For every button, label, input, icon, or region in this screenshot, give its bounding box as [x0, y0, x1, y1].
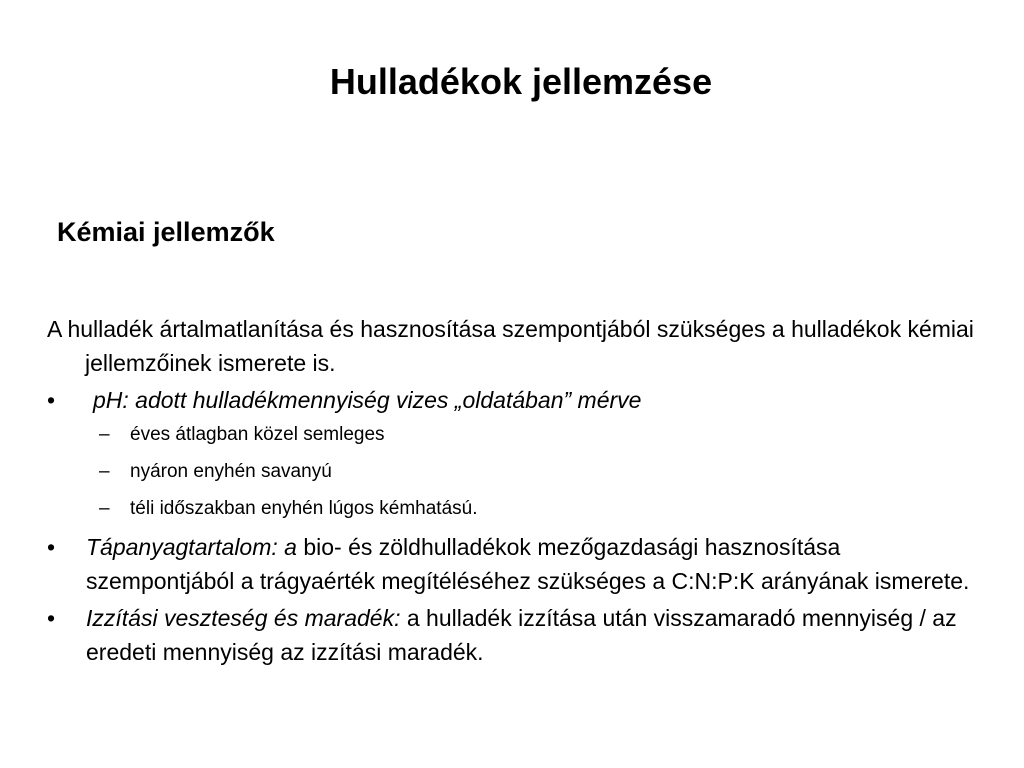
intro-paragraph: A hulladék ártalmatlanítása és hasznosítása szempontjából szükséges a hulladékok kémiai jellemzőinek ismerete is. [47, 316, 974, 376]
bullet-marker: • [47, 534, 56, 560]
bullet-nutrient-lead: Tápanyagtartalom: a [86, 534, 297, 560]
sub-marker: – [99, 461, 110, 482]
slide-title: Hulladékok jellemzése [329, 61, 713, 102]
sub-item [47, 416, 987, 453]
slide-body [47, 312, 987, 669]
bullet-ignition [47, 601, 987, 669]
sub-item [47, 490, 987, 527]
sub-marker: – [99, 424, 110, 445]
bullet-marker: • [47, 605, 56, 631]
sub-item-text: téli időszakban enyhén lúgos kémhatású. [130, 498, 478, 519]
bullet-ph [47, 383, 987, 417]
bullet-nutrient [47, 530, 987, 598]
bullet-ph-text: pH: adott hulladékmennyiség vizes „oldatában” mérve [93, 387, 642, 413]
bullet-ignition-lead: Izzítási veszteség és maradék: [86, 605, 401, 631]
sub-marker: – [99, 498, 110, 519]
sub-item [47, 453, 987, 490]
sub-item-text: éves átlagban közel semleges [130, 424, 385, 445]
bullet-ignition-text: a hulladék izzítása után visszamaradó mennyiség / az eredeti mennyiség az izzítási maradék. [86, 605, 957, 665]
bullet-marker: • [47, 387, 56, 413]
section-heading: Kémiai jellemzők [57, 217, 275, 247]
bullet-nutrient-text: bio- és zöldhulladékok mezőgazdasági hasznosítása szempontjából a trágyaérték megítéléséhez szükséges a C:N:P:K arányának ismerete. [86, 534, 970, 594]
sub-item-text: nyáron enyhén savanyú [130, 461, 332, 482]
ph-sublist [47, 416, 987, 527]
